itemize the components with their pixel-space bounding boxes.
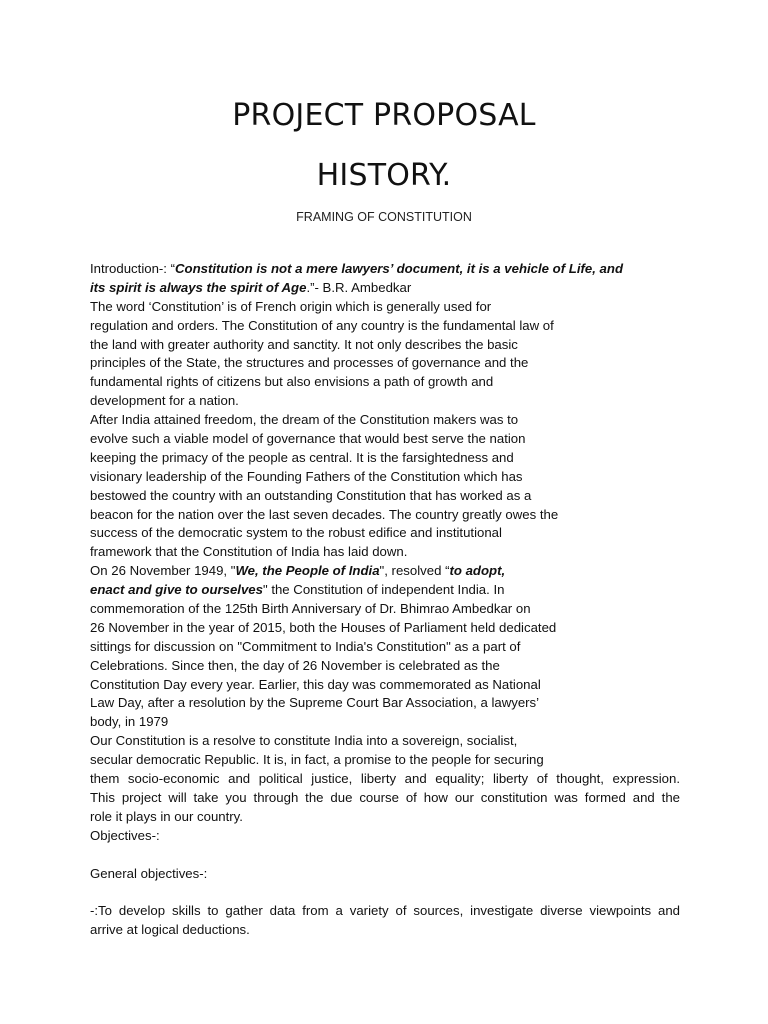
document-subject: HISTORY. [316,158,452,193]
para3-line: sittings for discussion on "Commitment to India's Constitution" as a part of [90,638,521,654]
spacer [90,883,680,902]
preamble-quote: We, the People of India [235,563,380,579]
para3-line: 26 November in the year of 2015, both the Houses of Parliament held dedicated [90,619,557,635]
intro-quote: Constitution is not a mere lawyers’ document, it is a vehicle of Life, and [175,261,624,276]
para4-line: secular democratic Republic. It is, in fact, a promise to the people for securing [90,752,544,768]
para3-line-1 [90,562,680,581]
intro-line-1 [90,260,680,279]
para3-text: On 26 November 1949, " [90,563,236,579]
para2-line: After India attained freedom, the dream of the Constitution makers was to [90,412,519,428]
resolve-quote: to adopt, [449,563,506,579]
document-title: PROJECT PROPOSAL [232,98,536,133]
para1-line: the land with greater authority and sanctity. It not only describes the basic [90,336,518,352]
para3-line: Law Day, after a resolution by the Supreme Court Bar Association, a lawyers’ [90,695,540,711]
para1-line: The word ‘Constitution’ is of French origin which is generally used for [90,298,492,314]
para1-line: development for a nation. [90,393,239,409]
resolve-quote-end: enact and give to ourselves [90,582,263,598]
para3-line: body, in 1979 [90,714,169,730]
para4-line: This project will take you through the due course of how our constitution was formed and the [90,789,680,805]
para2-line: keeping the primacy of the people as central. It is the farsightedness and [90,449,514,465]
para3-line: Celebrations. Since then, the day of 26 November is celebrated as the [90,657,500,673]
para2-line: beacon for the nation over the last seven decades. The country greatly owes the [90,506,559,522]
para1-line: regulation and orders. The Constitution of any country is the fundamental law of [90,317,554,333]
para3-line: commemoration of the 125th Birth Anniversary of Dr. Bhimrao Ambedkar on [90,601,531,617]
intro-attribution: .”- B.R. Ambedkar [306,279,412,295]
para3-line: Constitution Day every year. Earlier, this day was commemorated as National [90,676,541,692]
intro-prefix: Introduction-: “ [90,261,176,276]
para2-line: framework that the Constitution of India has laid down. [90,544,408,560]
objective-line: -:To develop skills to gather data from a variety of sources, investigate diverse viewpoints and [90,903,680,919]
para4-line: them socio-economic and political justice, liberty and equality; liberty of thought, expression. [90,771,680,787]
para4-line: Our Constitution is a resolve to constitute India into a sovereign, socialist, [90,733,518,749]
para3-line-2 [90,581,680,600]
para2-line: evolve such a viable model of governance that would best serve the nation [90,431,526,447]
para2-line: success of the democratic system to the robust edifice and institutional [90,525,502,541]
para2-line: visionary leadership of the Founding Fathers of the Constitution which has [90,468,523,484]
para1-line: fundamental rights of citizens but also envisions a path of growth and [90,374,494,390]
para3-text: ", resolved “ [379,563,450,579]
spacer [90,846,680,865]
document-subtitle: FRAMING OF CONSTITUTION [296,210,472,224]
objectives-heading: Objectives-: [90,827,160,843]
para1-line: principles of the State, the structures and processes of governance and the [90,355,529,371]
general-objectives-heading: General objectives-: [90,865,208,881]
para3-text: " the Constitution of independent India. In [262,582,505,598]
intro-quote-end: its spirit is always the spirit of Age [90,279,307,295]
para2-line: bestowed the country with an outstanding Constitution that has worked as a [90,487,532,503]
document-body [90,260,680,940]
intro-line-2 [90,279,680,298]
para4-line: role it plays in our country. [90,808,243,824]
objective-line: arrive at logical deductions. [90,922,250,938]
